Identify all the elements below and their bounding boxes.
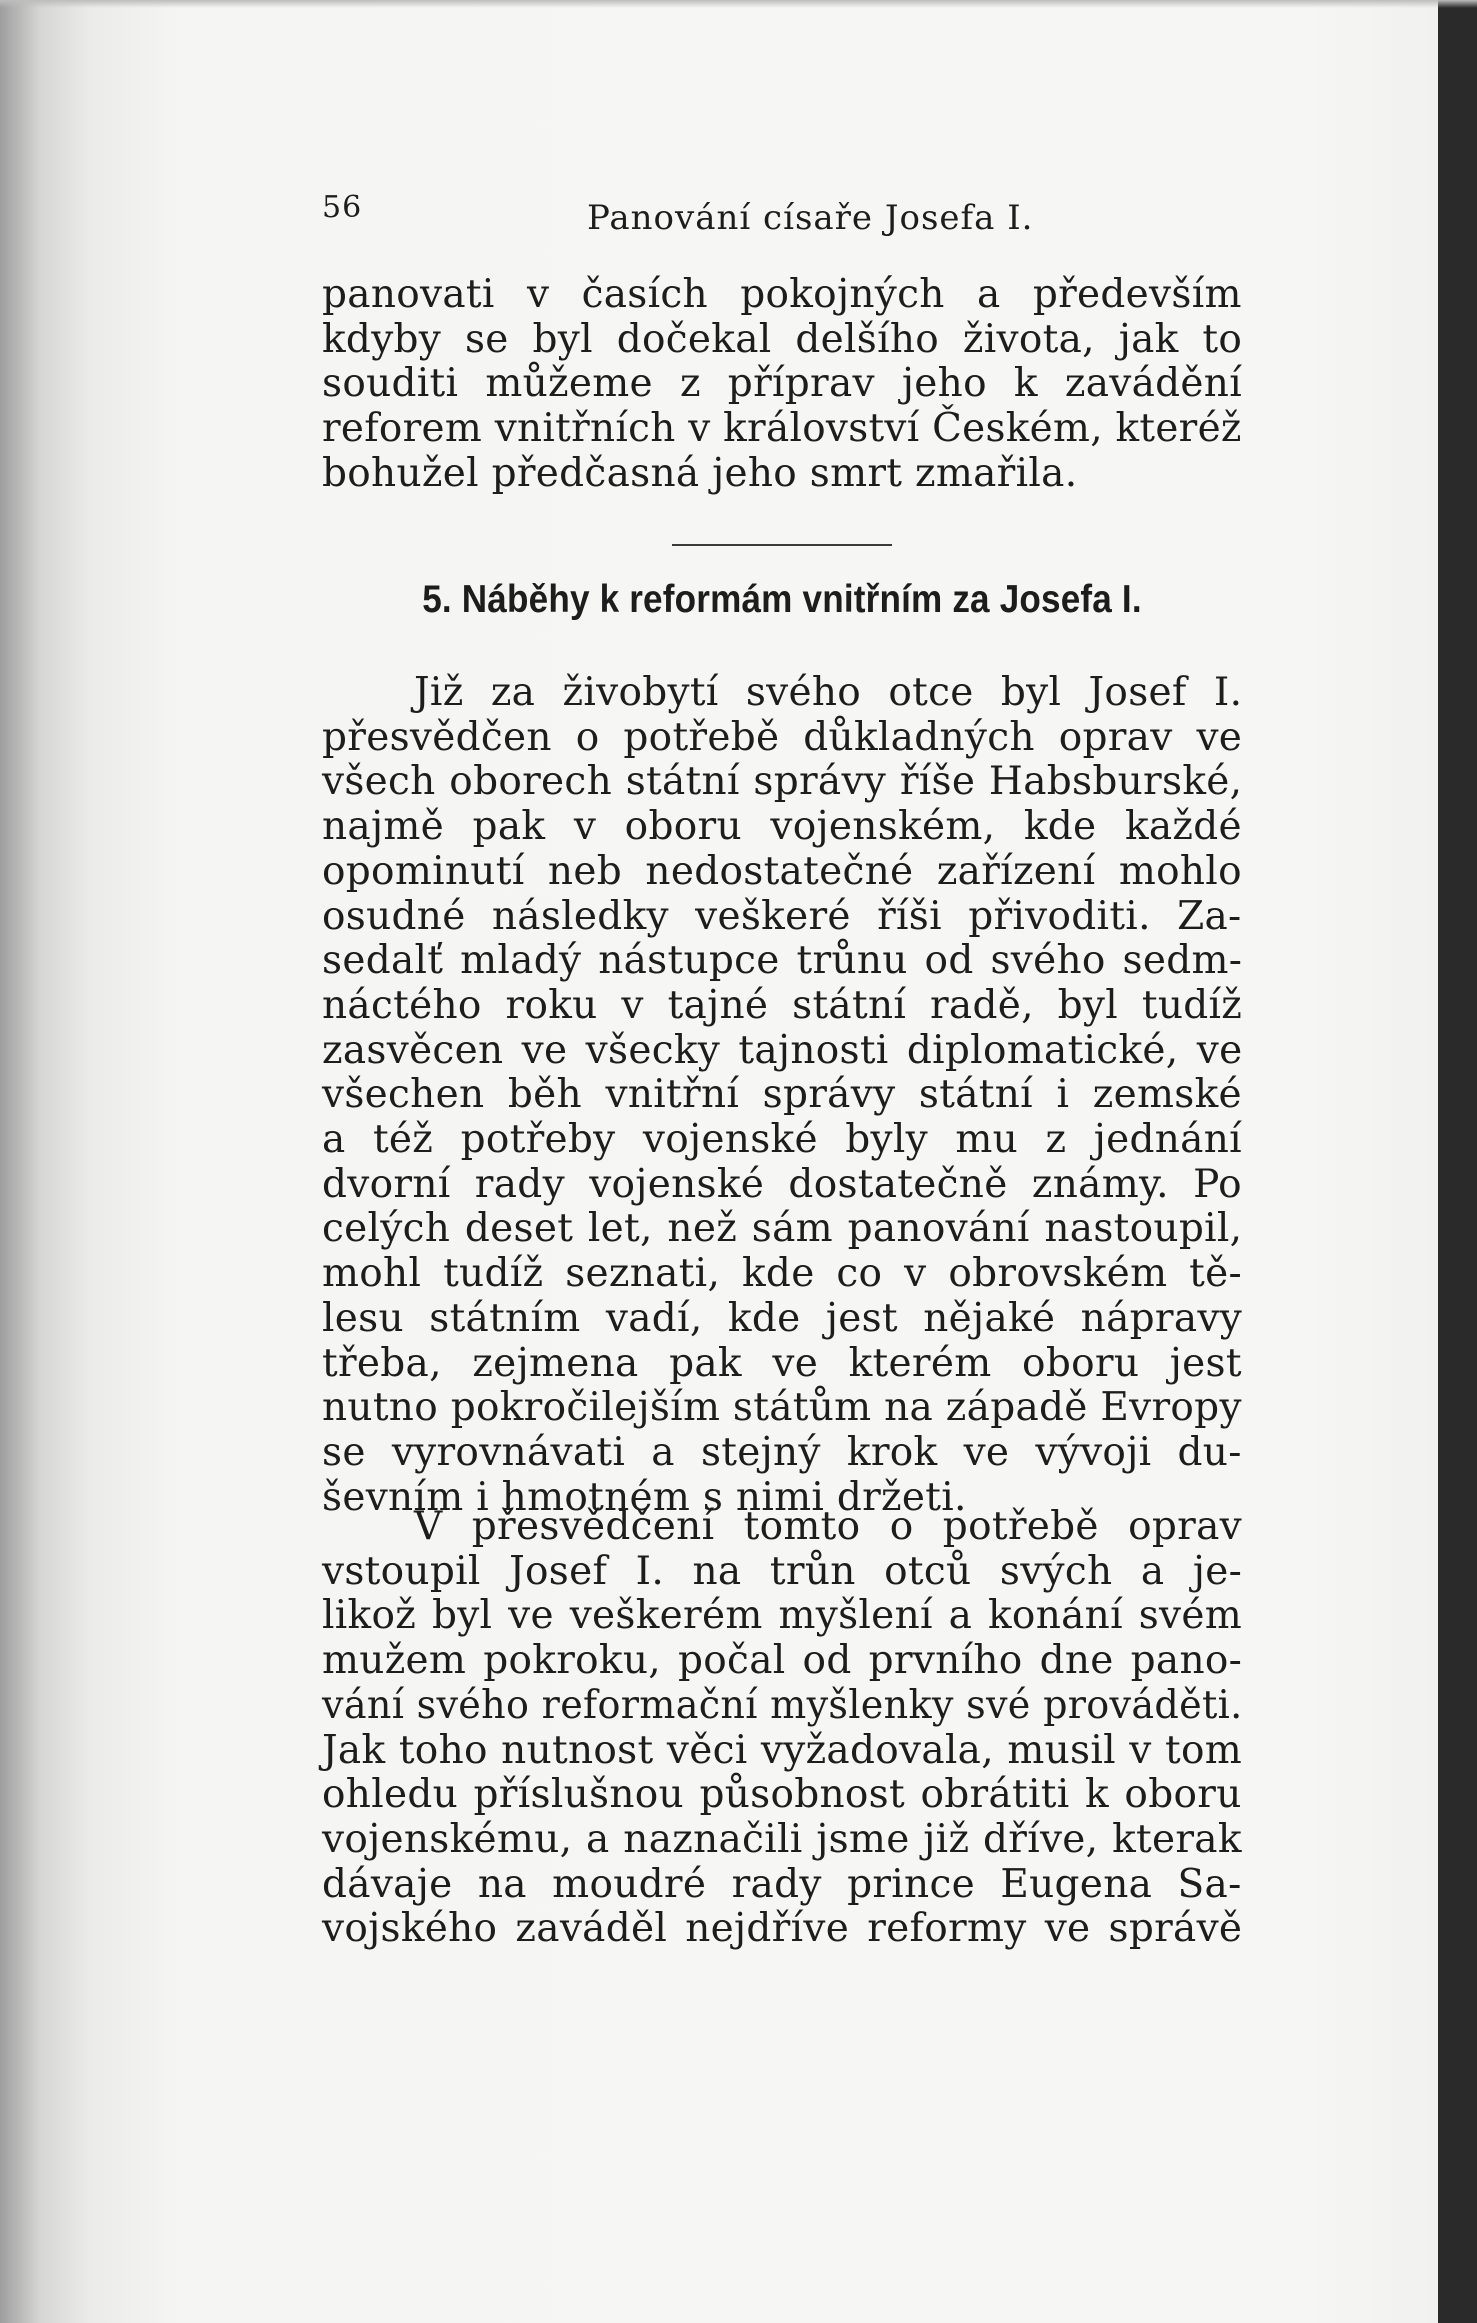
text-line: mužem pokroku, počal od prvního dne pano- [322, 1638, 1243, 1684]
text-line: dvorní rady vojenské dostatečně známy. Po [322, 1161, 1242, 1207]
text-line: reforem vnitřních v království Českém, kteréž [322, 406, 1242, 452]
text-line: všech oborech státní správy říše Habsburské, [322, 759, 1243, 805]
text-line: panovati v časích pokojných a především [322, 272, 1242, 317]
text-line: V přesvědčení tomto o potřebě oprav [414, 1504, 1242, 1549]
text-line: bohužel předčasná jeho smrt zmařila. [322, 450, 1078, 496]
text-line: ševním i hmotném s nimi držeti. [322, 1474, 967, 1520]
page-number: 56 [322, 190, 363, 225]
text-line: dávaje na moudré rady prince Eugena Sa- [322, 1861, 1242, 1907]
text-line: ohledu příslušnou působnost obrátiti k oboru [322, 1772, 1242, 1818]
text-line: všechen běh vnitřní správy státní i zemské [322, 1072, 1242, 1118]
text-line: a též potřeby vojenské byly mu z jednání [322, 1117, 1242, 1163]
text-line: najmě pak v oboru vojenském, kde každé [322, 804, 1242, 850]
text-line: náctého roku v tajné státní radě, byl tudíž [322, 982, 1243, 1028]
text-line: celých deset let, než sám panování nastoupil, [322, 1206, 1243, 1252]
text-line: třeba, zejmena pak ve kterém oboru jest [322, 1340, 1242, 1386]
section-divider [672, 544, 892, 546]
running-title: Panování císaře Josefa I. [587, 198, 1034, 238]
text-line: vojského zaváděl nejdříve reformy ve správě [322, 1906, 1243, 1952]
text-line: vojenskému, a naznačili jsme již dříve, kterak [322, 1816, 1242, 1862]
scan-border-right [1438, 0, 1477, 2323]
paragraph-1 [322, 273, 1242, 497]
scan-border-top [0, 0, 1477, 8]
paragraph-3 [322, 1505, 1242, 1952]
section-heading: 5. Náběhy k reformám vnitřním za Josefa I. [422, 578, 1142, 621]
text-line: Již za živobytí svého otce byl Josef I. [414, 670, 1243, 715]
text-line: zasvěcen ve všecky tajnosti diplomatické, ve [322, 1027, 1243, 1073]
paragraph-2 [322, 671, 1242, 1520]
text-line: osudné následky veškeré říši přivoditi. Za- [322, 893, 1242, 939]
text-line: opominutí neb nedostatečné zařízení mohlo [322, 848, 1242, 894]
text-line: likož byl ve veškerém myšlení a konání svém [322, 1593, 1242, 1639]
text-line: souditi můžeme z příprav jeho k zavádění [322, 361, 1242, 407]
text-line: vání svého reformační myšlenky své prováděti. [322, 1682, 1243, 1728]
text-line: nutno pokročilejším státům na západě Evropy [322, 1385, 1242, 1431]
page-header [322, 190, 1242, 240]
text-line: sedalť mladý nástupce trůnu od svého sedm- [322, 938, 1243, 984]
text-line: mohl tudíž seznati, kde co v obrovském tě- [322, 1251, 1243, 1297]
text-line: přesvědčen o potřebě důkladných oprav ve [322, 714, 1243, 760]
text-line: kdyby se byl dočekal delšího života, jak to [322, 316, 1243, 362]
text-line: se vyrovnávati a stejný krok ve vývoji du- [322, 1429, 1242, 1475]
text-line: lesu státním vadí, kde jest nějaké nápravy [322, 1295, 1243, 1341]
text-line: Jak toho nutnost věci vyžadovala, musil v tom [322, 1727, 1243, 1773]
text-line: vstoupil Josef I. na trůn otců svých a je- [322, 1548, 1243, 1594]
